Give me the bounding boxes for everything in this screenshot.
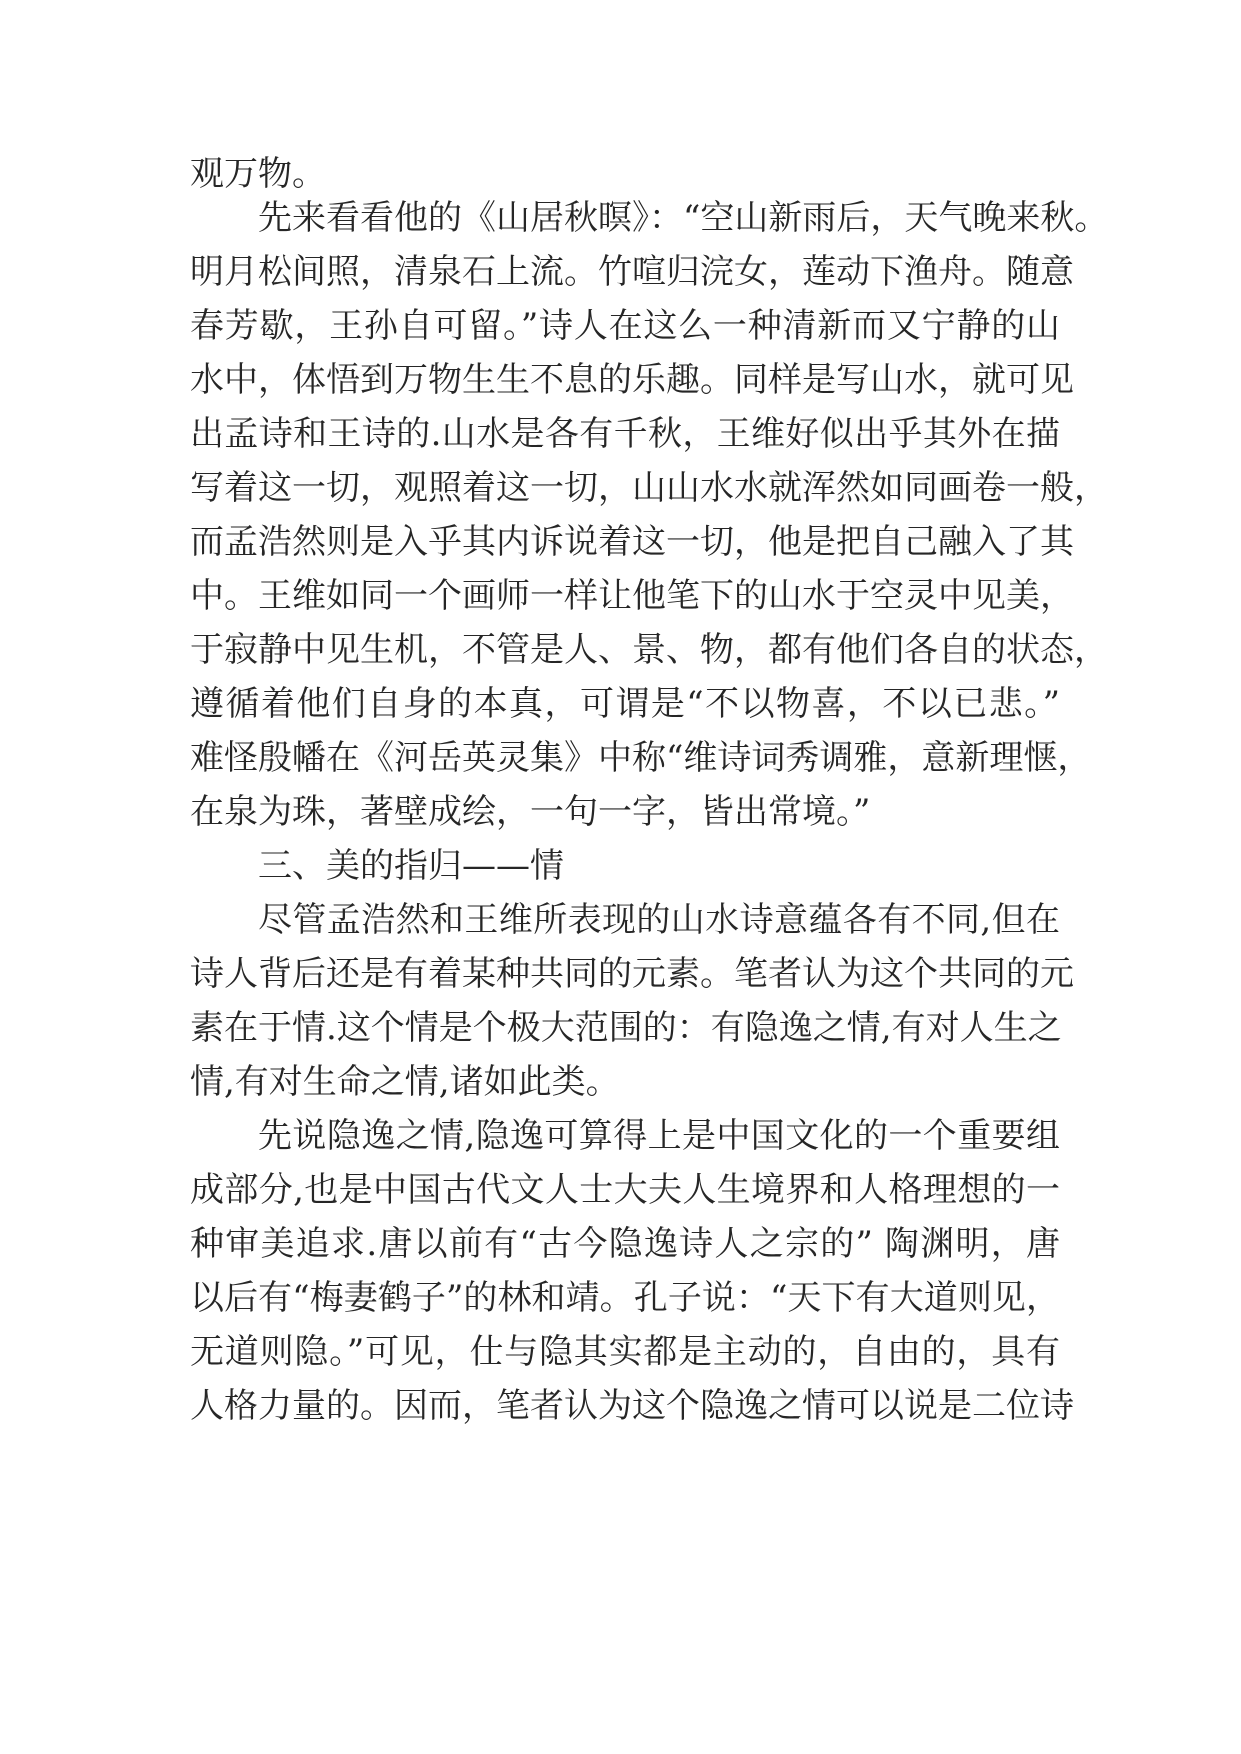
text-line: 人格力量的。因而，笔者认为这个隐逸之情可以说是二位诗 <box>190 1386 1074 1426</box>
text-line: 写着这一切，观照着这一切，山山水水就浑然如同画卷一般， <box>190 468 1108 508</box>
text-line: 出孟诗和王诗的.山水是各有千秋，王维好似出乎其外在描 <box>190 414 1060 454</box>
text-line: 遵循着他们自身的本真，可谓是“不以物喜，不以已悲。” <box>190 684 1060 724</box>
text-line: 在泉为珠，著壁成绘，一句一字，皆出常境。” <box>190 792 871 832</box>
text-line: 而孟浩然则是入乎其内诉说着这一切，他是把自己融入了其 <box>190 522 1074 562</box>
section-heading: 三、美的指归——情 <box>258 846 564 886</box>
text-line: 春芳歇，王孙自可留。”诗人在这么一种清新而又宁静的山 <box>190 306 1060 346</box>
text-line: 种审美追求.唐以前有“古今隐逸诗人之宗的” 陶渊明，唐 <box>190 1224 1060 1264</box>
text-line: 以后有“梅妻鹤子”的林和靖。孔子说：“天下有大道则见， <box>190 1278 1060 1318</box>
text-line: 尽管孟浩然和王维所表现的山水诗意蕴各有不同,但在 <box>258 900 1060 940</box>
text-line: 诗人背后还是有着某种共同的元素。笔者认为这个共同的元 <box>190 954 1074 994</box>
text-line: 中。王维如同一个画师一样让他笔下的山水于空灵中见美， <box>190 576 1074 616</box>
text-line: 成部分,也是中国古代文人士大夫人生境界和人格理想的一 <box>190 1170 1060 1210</box>
text-line: 明月松间照，清泉石上流。竹喧归浣女，莲动下渔舟。随意 <box>190 252 1074 292</box>
text-line: 无道则隐。”可见，仕与隐其实都是主动的，自由的，具有 <box>190 1332 1060 1372</box>
text-line: 先说隐逸之情,隐逸可算得上是中国文化的一个重要组 <box>258 1116 1060 1156</box>
text-line: 情,有对生命之情,诸如此类。 <box>190 1062 620 1102</box>
text-line: 素在于情.这个情是个极大范围的：有隐逸之情,有对人生之 <box>190 1008 1062 1048</box>
text-line: 水中，体悟到万物生生不息的乐趣。同样是写山水，就可见 <box>190 360 1074 400</box>
text-line: 于寂静中见生机，不管是人、景、物，都有他们各自的状态， <box>190 630 1108 670</box>
text-line: 观万物。 <box>190 154 326 194</box>
text-line: 先来看看他的《山居秋暝》：“空山新雨后，天气晚来秋。 <box>258 198 1109 238</box>
text-line: 难怪殷幡在《河岳英灵集》中称“维诗词秀调雅，意新理惬， <box>190 738 1092 778</box>
